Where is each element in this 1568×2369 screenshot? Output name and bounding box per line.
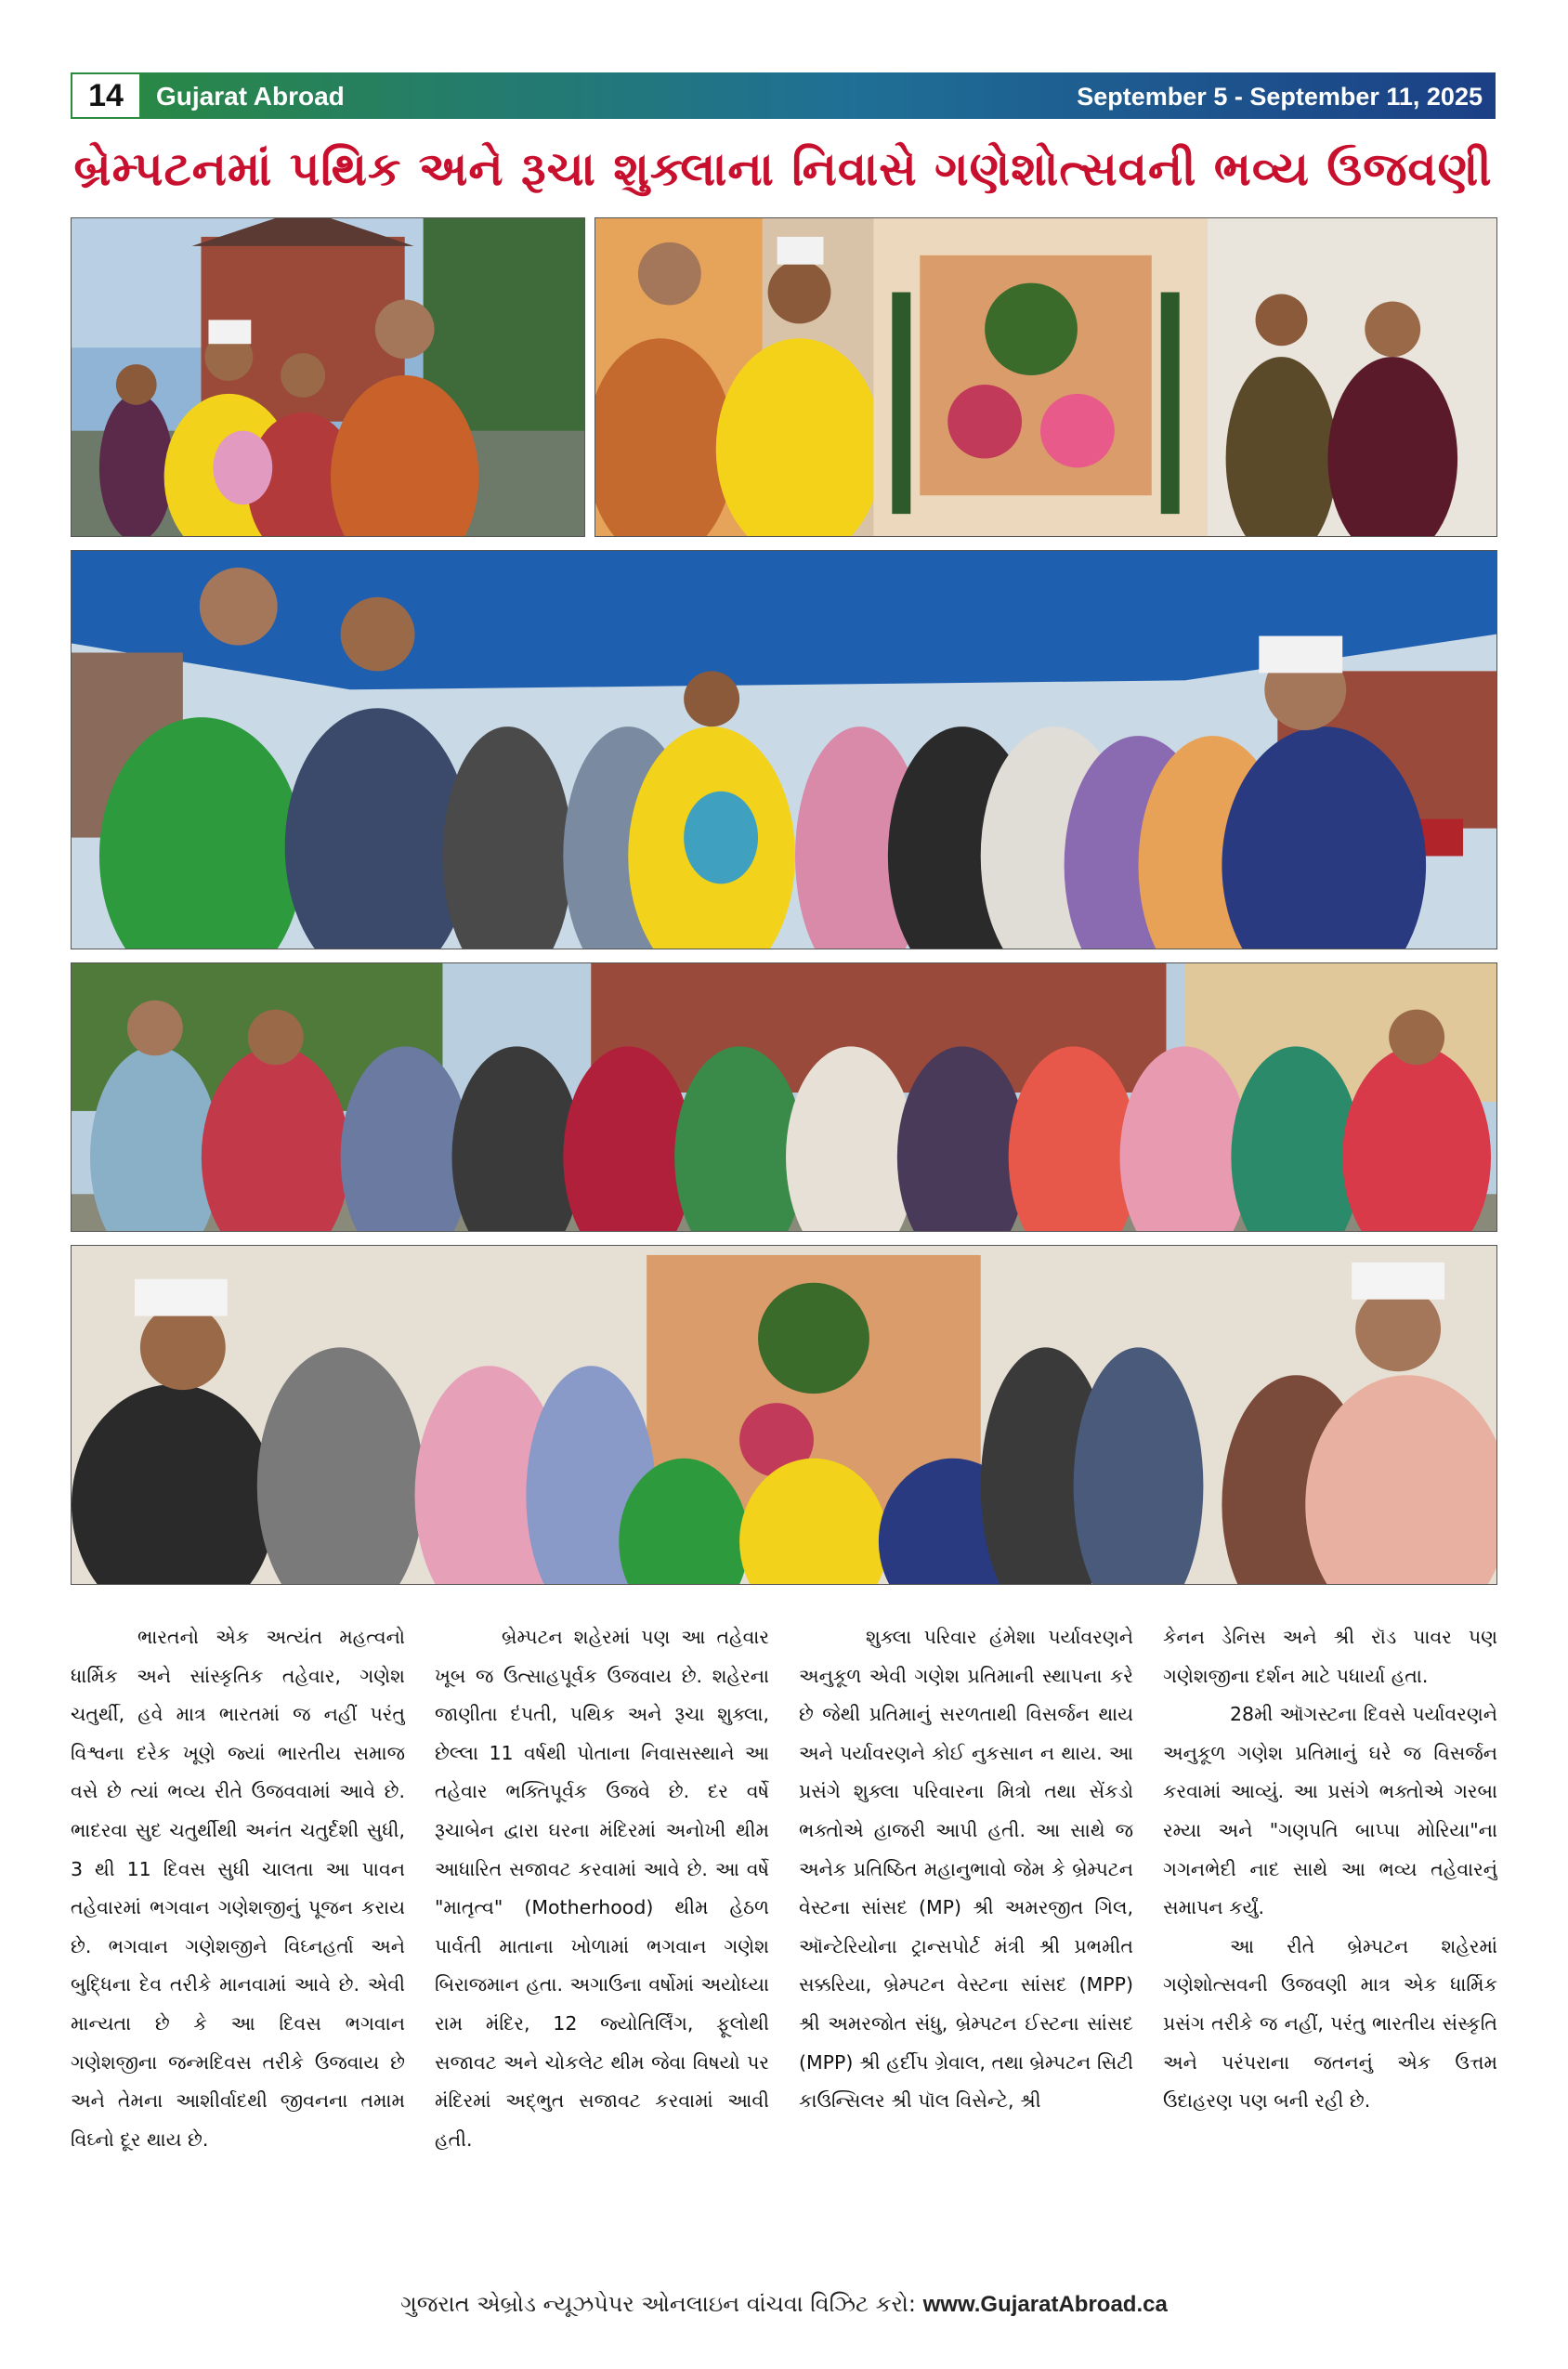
- article-column-3: [799, 1618, 1133, 2273]
- paper-name: Gujarat Abroad: [156, 82, 345, 111]
- photo-mandir-decoration: [595, 217, 1497, 537]
- photo-men-mandir: [71, 1245, 1497, 1585]
- article-column-2: [435, 1618, 769, 2273]
- paragraph: કેનન ડેનિસ અને શ્રી રૉડ પાવર પણ ગણેશજીના દર્શન માટે પધાર્યા હતા.: [1163, 1626, 1497, 1687]
- paragraph: આ રીતે બ્રેમ્પટન શહેરમાં ગણેશોત્સવની ઉજવણી માત્ર એક ધાર્મિક પ્રસંગ તરીકે જ નહીં, પરંતુ ભારતીય સંસ્કૃતિ અને પરંપરાના જતનનું એક ઉત્તમ ઉદાહરણ પણ બની રહી છે.: [1163, 1934, 1497, 2113]
- photo-women-group: [71, 962, 1497, 1232]
- footer: [0, 2284, 1568, 2324]
- paragraph: ભારતનો એક અત્યંત મહત્વનો ધાર્મિક અને સાંસ્કૃતિક તહેવાર, ગણેશ ચતુર્થી, હવે માત્ર ભારતમાં જ નહીં પરંતુ વિશ્વના દરેક ખૂણે જ્યાં ભારતીય સમાજ વસે છે ત્યાં ભવ્ય રીતે ઉજવવામાં આવે છે. ભાદરવા સુદ ચતુર્થીથી અનંત ચતુર્દશી સુધી, 3 થી 11 દિવસ સુધી ચાલતા આ પાવન તહેવારમાં ભગવાન ગણેશજીનું પૂજન કરાય છે. ભગવાન ગણેશજીને વિઘ્નહર્તા અને બુદ્ધિના દેવ તરીકે માનવામાં આવે છે. એવી માન્યતા છે કે આ દિવસ ભગવાન ગણેશજીના જન્મદિવસ તરીકે ઉજવાય છે અને તેમના આશીર્વાદથી જીવનના તમામ વિઘ્નો દૂર થાય છે.: [71, 1626, 405, 2151]
- article-column-1: [71, 1618, 405, 2273]
- article-column-4: [1163, 1618, 1497, 2273]
- photo-family-outdoor: [71, 217, 585, 537]
- paragraph: શુક્લા પરિવાર હંમેશા પર્યાવરણને અનુકૂળ એવી ગણેશ પ્રતિમાની સ્થાપના કરે છે જેથી પ્રતિમાનું સરળતાથી વિસર્જન થાય અને પર્યાવરણને કોઈ નુકસાન ન થાય. આ પ્રસંગે શુક્લા પરિવારના મિત્રો તથા સેંકડો ભક્તોએ હાજરી આપી હતી. આ સાથે જ અનેક પ્રતિષ્ઠિત મહાનુભાવો જેમ કે બ્રેમ્પટન વેસ્ટના સાંસદ (MP) શ્રી અમરજીત ગિલ, ઑન્ટેરિયોના ટ્રાન્સપોર્ટ મંત્રી શ્રી પ્રભમીત સક્કરિયા, બ્રેમ્પટન વેસ્ટના સાંસદ (MPP) શ્રી અમરજોત સંધુ, બ્રેમ્પટન ઈસ્ટના સાંસદ (MPP) શ્રી હર્દીપ ગ્રેવાલ, તથા બ્રેમ્પટન સિટી કાઉન્સિલર શ્રી પૉલ વિસેન્ટે, શ્રી: [799, 1626, 1133, 2113]
- page-number-box: [71, 72, 141, 119]
- footer-text: ગુજરાત એબ્રોડ ન્યૂઝપેપર ઓનલાઇન વાંચવા વિઝિટ કરો:: [400, 2291, 923, 2317]
- paragraph: બ્રેમ્પટન શહેરમાં પણ આ તહેવાર ખૂબ જ ઉત્સાહપૂર્વક ઉજવાય છે. શહેરના જાણીતા દંપતી, પથિક અને રૂચા શુક્લા, છેલ્લા 11 વર્ષથી પોતાના નિવાસસ્થાને આ તહેવાર ભક્તિપૂર્વક ઉજવે છે. દર વર્ષે રૂચાબેન દ્વારા ઘરના મંદિરમાં અનોખી થીમ આધારિત સજાવટ કરવામાં આવે છે. આ વર્ષે "માતૃત્વ" (Motherhood) થીમ હેઠળ પાર્વતી માતાના ખોળામાં ભગવાન ગણેશ બિરાજમાન હતા. અગાઉના વર્ષોમાં અયોધ્યા રામ મંદિર, 12 જ્યોતિર્લિંગ, ફૂલોથી સજાવટ અને ચોકલેટ થીમ જેવા વિષયો પર મંદિરમાં અદ્ભુત સજાવટ કરવામાં આવી હતી.: [435, 1626, 769, 2151]
- photo-group-canopy: [71, 550, 1497, 949]
- issue-date: September 5 - September 11, 2025: [1077, 83, 1483, 111]
- article-headline: બ્રેમ્પટનમાં પથિક અને રૂચા શુક્લાના નિવાસે ગણેશોત્સવની ભવ્ય ઉજવણી: [73, 142, 1493, 196]
- page-number: 14: [88, 77, 124, 113]
- website-link[interactable]: www.GujaratAbroad.ca: [922, 2292, 1168, 2317]
- paragraph: 28મી ઑગસ્ટના દિવસે પર્યાવરણને અનુકૂળ ગણેશ પ્રતિમાનું ઘરે જ વિસર્જન કરવામાં આવ્યું. આ પ્રસંગે ભક્તોએ ગરબા રમ્યા અને "ગણપતિ બાપ્પા મોરિયા"ના ગગનભેદી નાદ સાથે આ ભવ્ય તહેવારનું સમાપન કર્યું.: [1163, 1703, 1497, 1919]
